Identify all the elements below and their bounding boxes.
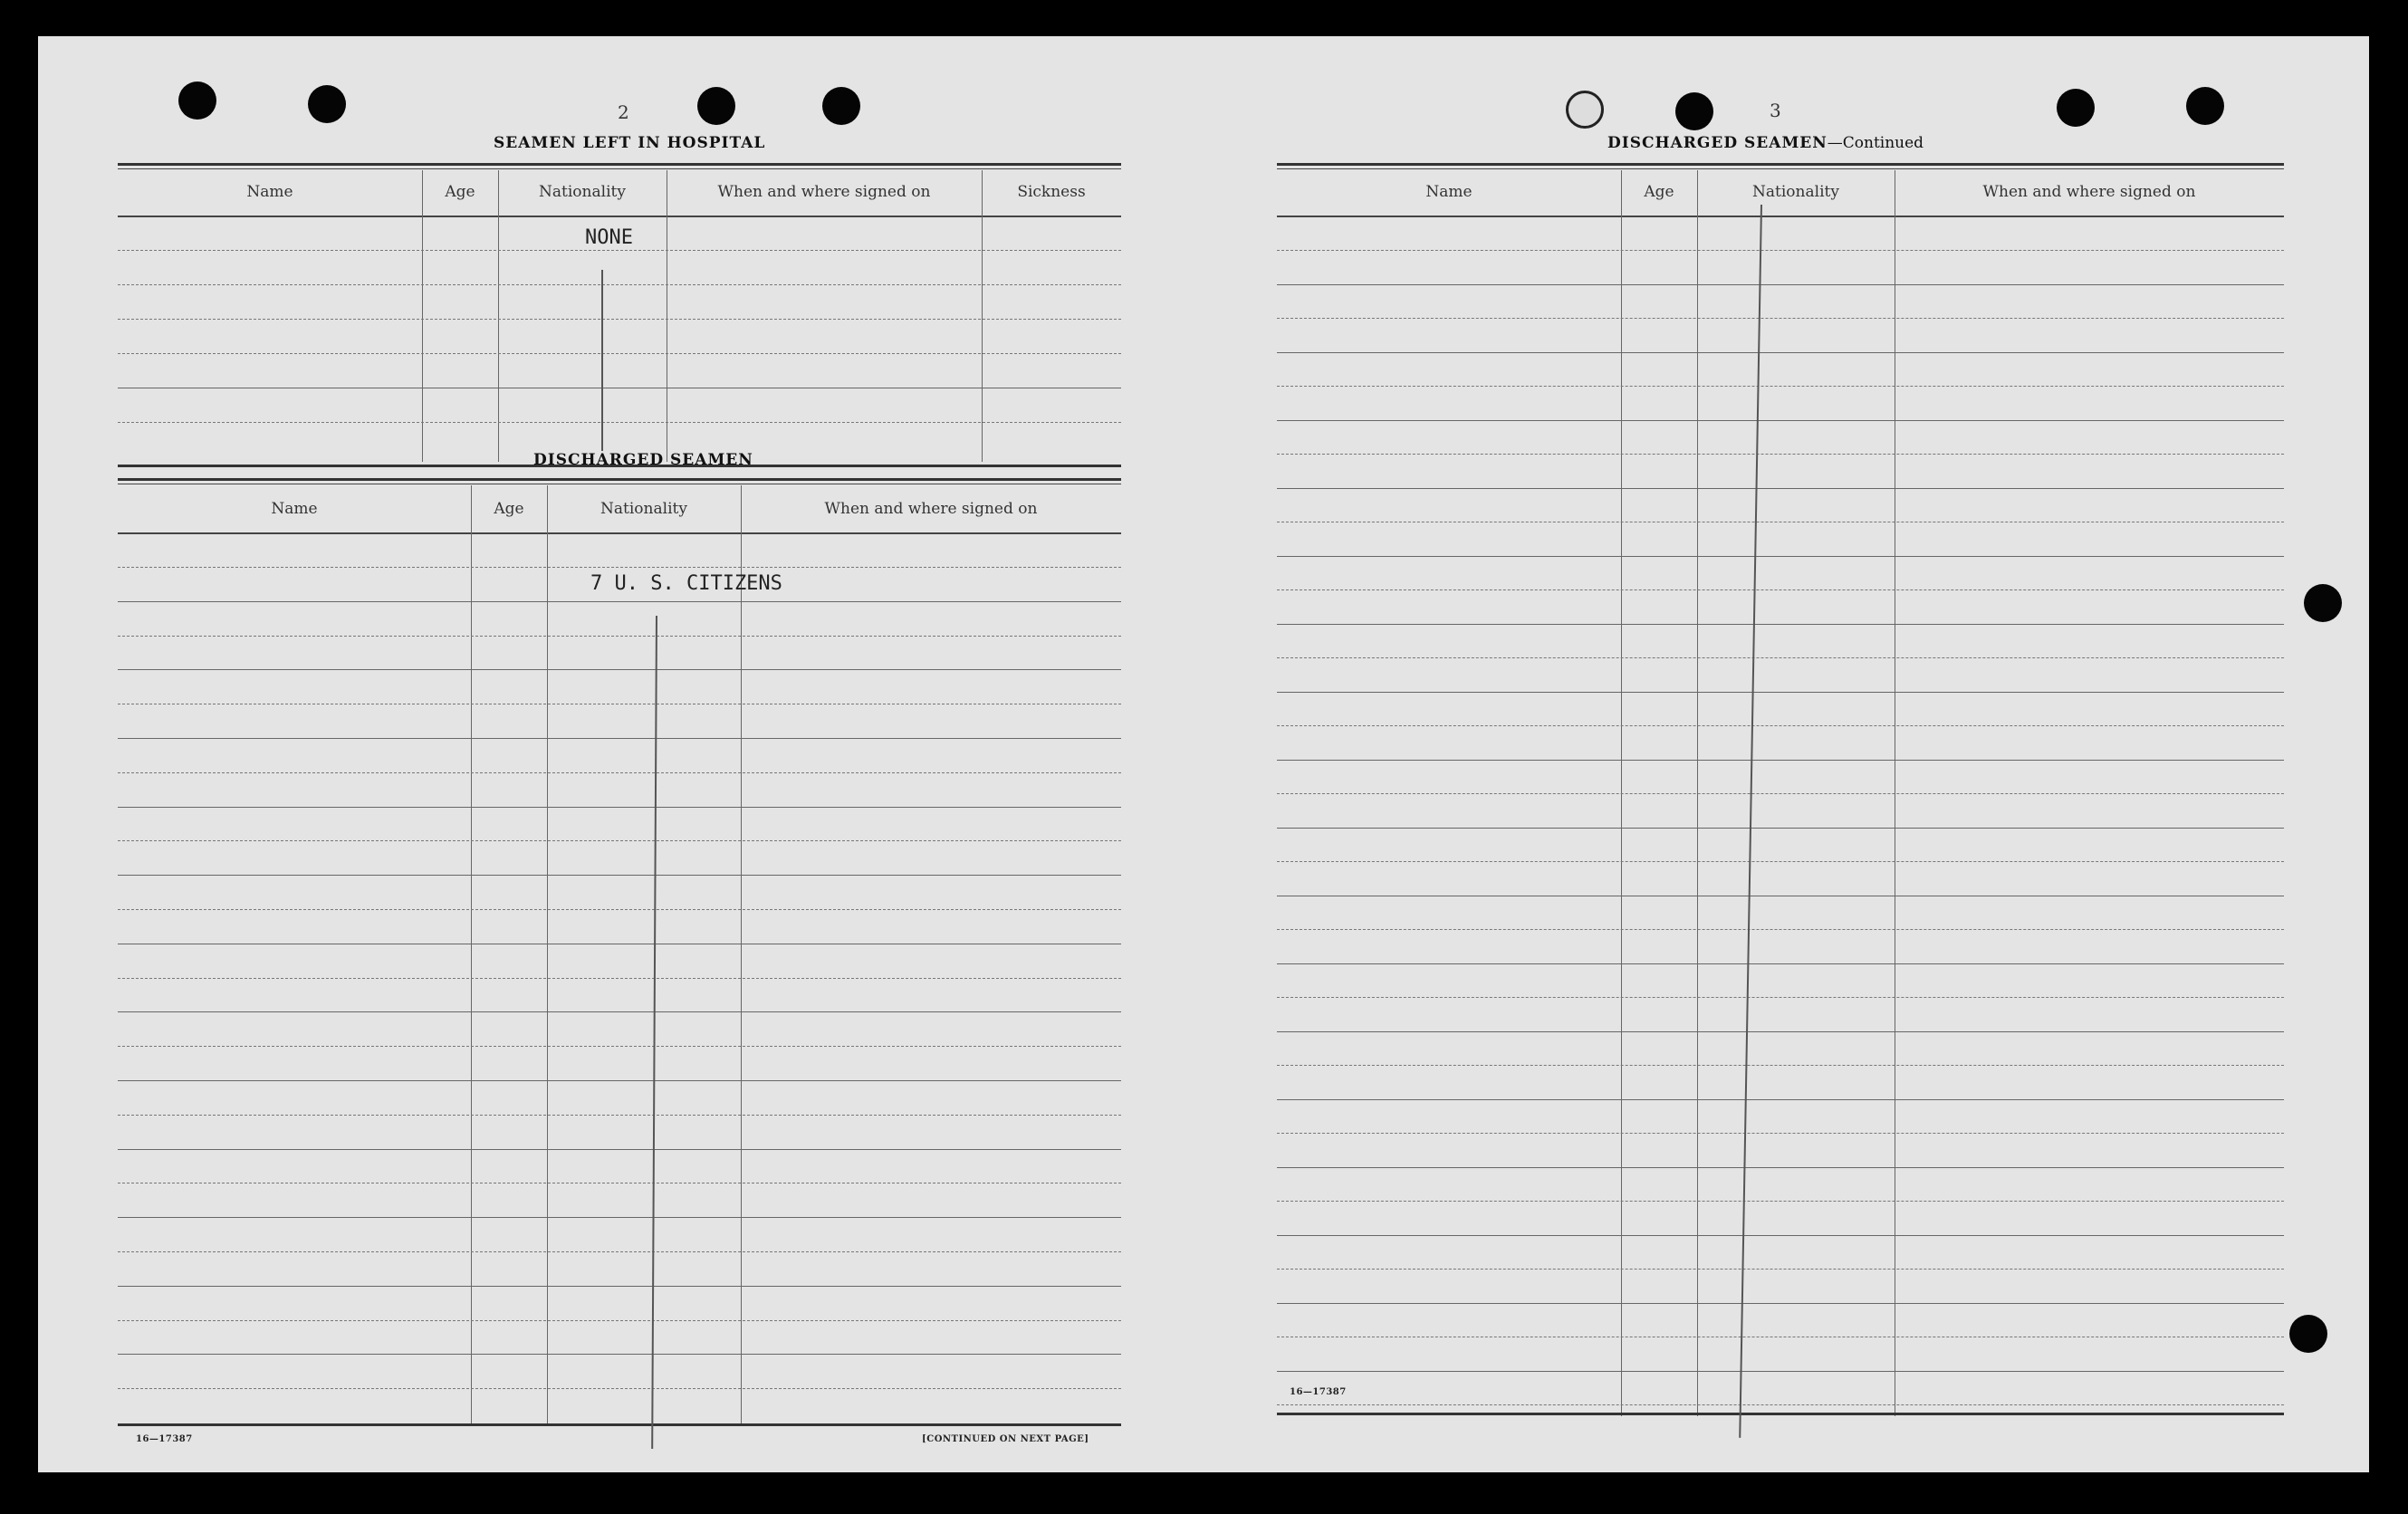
ruled-line (1277, 1269, 2284, 1270)
ruled-line (1277, 1031, 2284, 1032)
ruled-line (118, 738, 1121, 739)
ruled-line (1277, 1133, 2284, 1134)
punch-hole (1566, 91, 1604, 129)
ruled-line (1277, 793, 2284, 794)
punch-hole (2304, 584, 2342, 622)
ruled-line (1277, 420, 2284, 421)
column-header: Nationality (1752, 183, 1839, 201)
ruled-line (1277, 1371, 2284, 1372)
column-header: Age (494, 500, 524, 518)
ruled-line (1277, 352, 2284, 353)
column-header: Age (445, 183, 475, 201)
ruled-line (1277, 1201, 2284, 1202)
punch-hole (178, 81, 216, 120)
page-number: 2 (618, 101, 629, 123)
ruled-line (1277, 725, 2284, 726)
column-header: Age (1644, 183, 1674, 201)
ruled-line (118, 1046, 1121, 1047)
ruled-line (118, 1286, 1121, 1287)
column-header: Sickness (1017, 183, 1086, 201)
ruled-line (1277, 1065, 2284, 1066)
ruled-line (1277, 692, 2284, 693)
ruled-line (118, 1388, 1121, 1389)
ruled-line (1277, 589, 2284, 590)
continued-note: [CONTINUED ON NEXT PAGE] (922, 1434, 1089, 1444)
ruled-line (1277, 1099, 2284, 1100)
ruled-line (1277, 284, 2284, 285)
ruled-line (118, 1115, 1121, 1116)
section-title-main: DISCHARGED SEAMEN (1607, 134, 1828, 152)
column-header: When and where signed on (1982, 183, 2196, 201)
discharged-continued-title (1607, 134, 1924, 152)
hospital-entry-none: NONE (585, 226, 633, 249)
ruled-line (118, 669, 1121, 670)
discharged-entry-citizens: 7 U. S. CITIZENS (590, 572, 782, 595)
ruled-line (1277, 1167, 2284, 1168)
ruled-line (1277, 556, 2284, 557)
ruled-line (1277, 929, 2284, 930)
ruled-line (118, 772, 1121, 773)
ruled-line (118, 807, 1121, 808)
ruled-line (1277, 828, 2284, 829)
column-header: When and where signed on (717, 183, 931, 201)
ruled-line (118, 1011, 1121, 1012)
punch-hole (2186, 87, 2224, 125)
ruled-line (118, 1149, 1121, 1150)
ruled-line (118, 636, 1121, 637)
punch-hole (822, 87, 860, 125)
punch-hole (2289, 1315, 2327, 1353)
ruled-line (118, 1217, 1121, 1218)
ruled-line (118, 1354, 1121, 1355)
ruled-line (1277, 250, 2284, 251)
column-header: When and where signed on (824, 500, 1038, 518)
column-header: Name (246, 183, 293, 201)
column-header: Name (271, 500, 318, 518)
ruled-line (1277, 1404, 2284, 1405)
ruled-line (118, 1251, 1121, 1252)
hospital-section-title: SEAMEN LEFT IN HOSPITAL (494, 134, 766, 152)
ruled-line (1277, 963, 2284, 964)
ruled-line (1277, 1235, 2284, 1236)
ruled-line (118, 1320, 1121, 1321)
ruled-line (1277, 657, 2284, 658)
hospital-table (118, 163, 1121, 467)
section-title-suffix: —Continued (1827, 134, 1924, 152)
ruled-line (1277, 454, 2284, 455)
ruled-line (118, 567, 1121, 568)
column-header: Nationality (600, 500, 687, 518)
punch-hole (1675, 92, 1713, 130)
pen-line (601, 270, 603, 451)
ruled-line (1277, 624, 2284, 625)
ruled-line (1277, 760, 2284, 761)
ruled-line (1277, 386, 2284, 387)
ruled-line (118, 875, 1121, 876)
ruled-line (118, 978, 1121, 979)
discharged-table (118, 478, 1121, 1429)
document-sheet (38, 36, 2369, 1472)
ruled-line (1277, 488, 2284, 489)
form-number: 16—17387 (1290, 1387, 1347, 1397)
ruled-line (118, 1080, 1121, 1081)
discharged-continued-table (1277, 163, 2284, 1422)
punch-hole (308, 85, 346, 123)
page-number: 3 (1770, 100, 1781, 121)
ruled-line (118, 840, 1121, 841)
ruled-line (1277, 1303, 2284, 1304)
punch-hole (697, 87, 735, 125)
column-header: Nationality (539, 183, 626, 201)
ruled-line (118, 601, 1121, 602)
punch-hole (2057, 89, 2095, 127)
ruled-line (1277, 997, 2284, 998)
discharged-section-title: DISCHARGED SEAMEN (533, 451, 753, 469)
column-header: Name (1425, 183, 1473, 201)
form-number: 16—17387 (136, 1434, 193, 1444)
ruled-line (1277, 861, 2284, 862)
ruled-line (1277, 318, 2284, 319)
ruled-line (118, 909, 1121, 910)
